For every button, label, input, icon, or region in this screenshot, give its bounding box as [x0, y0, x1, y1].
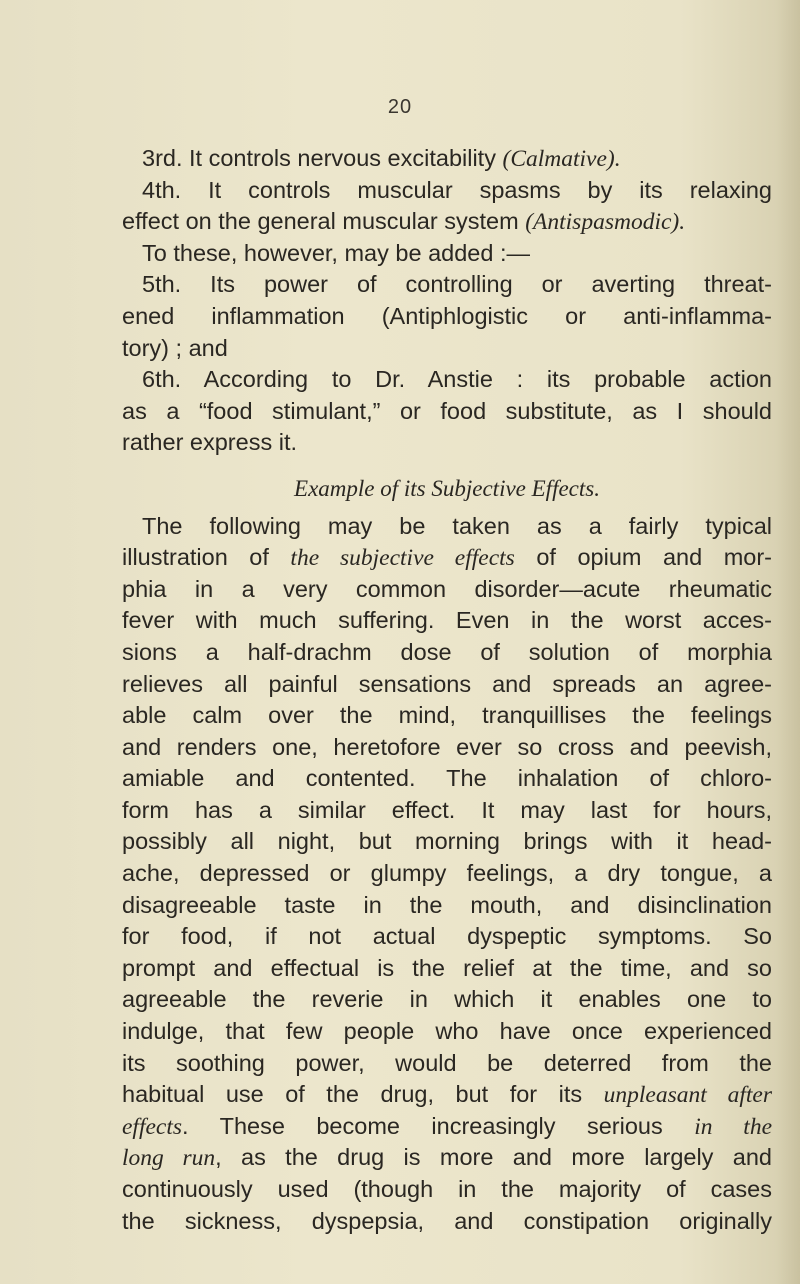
page-body [122, 143, 772, 1237]
paragraph-line: phia in a very common disorder—acute rheumatic [122, 575, 772, 602]
paragraph-line: and renders one, heretofore ever so cross and peevish, [122, 733, 772, 760]
paragraph-line: prompt and effectual is the relief at the time, and so [122, 954, 772, 981]
paragraph-line: indulge, that few people who have once experienced [122, 1018, 772, 1045]
paragraph-line: The following may be taken as a fairly typical [142, 512, 772, 539]
paragraph-line: fever with much suffering. Even in the worst acces- [122, 607, 772, 634]
paragraph-line: habitual use of the drug, but for its unpleasant after [122, 1081, 772, 1109]
paragraph-line: agreeable the reverie in which it enables one to [122, 986, 772, 1013]
item-6th-line-1: 6th. According to Dr. Anstie : its probable action [142, 366, 772, 393]
item-5th-line-3: tory) ; and [122, 334, 228, 361]
paragraph-line: sions a half-drachm dose of solution of morphia [122, 638, 772, 665]
item-5th-line-2: ened inflammation (Antiphlogistic or anti-inflamma- [122, 302, 772, 329]
paragraph-line: continuously used (though in the majority of cases [122, 1176, 772, 1202]
paragraph-line: amiable and contented. The inhalation of chloro- [122, 765, 772, 792]
item-3rd: 3rd. It controls nervous excitability (Calmative). [142, 145, 621, 172]
paragraph-line: disagreeable taste in the mouth, and disinclination [122, 891, 772, 918]
item-6th-line-3: rather express it. [122, 429, 298, 456]
paragraph-line: ache, depressed or glumpy feelings, a dry tongue, a [122, 860, 772, 887]
paragraph-line: long run, as the drug is more and more largely and [122, 1144, 772, 1172]
section-heading: Example of its Subjective Effects. [294, 475, 600, 501]
paragraph-line: form has a similar effect. It may last for hours, [122, 796, 772, 823]
paragraph-line: effects. These become increasingly serious in the [122, 1112, 772, 1140]
paragraph-line: its soothing power, would be deterred from the [122, 1049, 772, 1076]
paragraph-line: illustration of the subjective effects of opium and mor- [122, 544, 772, 572]
paragraph-line: able calm over the mind, tranquillises the feelings [122, 702, 772, 729]
item-5th-line-1: 5th. Its power of controlling or averting threat- [142, 271, 772, 298]
page-number: 20 [387, 96, 413, 118]
paragraph-line: the sickness, dyspepsia, and constipation originally [122, 1207, 772, 1234]
paragraph-line: possibly all night, but morning brings with it head- [122, 828, 772, 855]
paragraph-line: relieves all painful sensations and spreads an agree- [122, 670, 772, 697]
transition-line: To these, however, may be added :— [142, 239, 530, 266]
item-6th-line-2: as a “food stimulant,” or food substitute, as I should [122, 397, 772, 424]
item-4th-line-2: effect on the general muscular system (Antispasmodic). [122, 208, 686, 236]
paragraph-line: for food, if not actual dyspeptic symptoms. So [122, 923, 772, 950]
item-4th-line-1: 4th. It controls muscular spasms by its relaxing [142, 176, 772, 203]
